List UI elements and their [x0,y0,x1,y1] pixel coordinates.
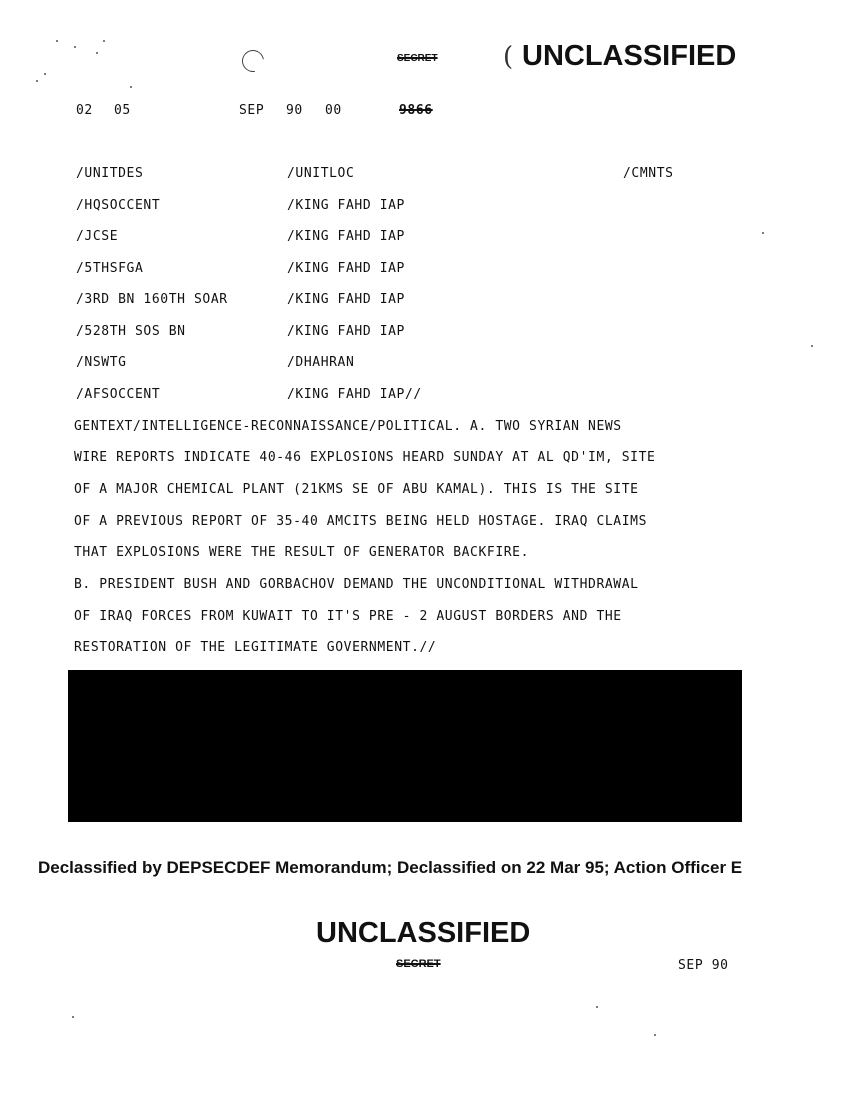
scan-speck [130,86,132,88]
circle-mark-icon [238,46,269,77]
scan-speck [36,80,38,82]
scan-speck [56,40,58,42]
table-row-unit: /528TH SOS BN [76,324,186,339]
header-unitloc: /UNITLOC [287,166,355,181]
body-line: WIRE REPORTS INDICATE 40-46 EXPLOSIONS HEARD SUNDAY AT AL QD'IM, SITE [74,450,656,465]
scan-speck [654,1034,656,1036]
dtg-zero: 00 [325,103,342,118]
scan-speck [96,52,98,54]
scan-speck [596,1006,598,1008]
header-paren-mark: ( [503,42,514,72]
table-row-unit: /5THSFGA [76,261,144,276]
table-row-unit: /JCSE [76,229,119,244]
declassification-note: Declassified by DEPSECDEF Memorandum; Declassified on 22 Mar 95; Action Officer E [38,858,743,877]
scan-speck [811,345,813,347]
body-line: THAT EXPLOSIONS WERE THE RESULT OF GENERATOR BACKFIRE. [74,545,530,560]
scan-speck [74,46,76,48]
dtg-hour: 05 [114,103,131,118]
body-line: GENTEXT/INTELLIGENCE-RECONNAISSANCE/POLITICAL. A. TWO SYRIAN NEWS [74,419,622,434]
scan-speck [762,232,764,234]
table-row-location: /KING FAHD IAP [287,324,405,339]
table-row-location: /KING FAHD IAP [287,261,405,276]
dtg-year: 90 [286,103,303,118]
footer-date: SEP 90 [678,958,729,973]
table-row-unit: /HQSOCCENT [76,198,161,213]
header-cmnts: /CMNTS [623,166,674,181]
dtg-number: 9866 [399,103,433,118]
table-row-location: /KING FAHD IAP [287,229,405,244]
dtg-day: 02 [76,103,93,118]
footer-secret-marking: SECRET [396,958,441,970]
body-line: OF IRAQ FORCES FROM KUWAIT TO IT'S PRE - 2 AUGUST BORDERS AND THE [74,609,622,624]
header-unitdes: /UNITDES [76,166,144,181]
table-row-location: /KING FAHD IAP [287,198,405,213]
redaction-block [68,670,742,822]
scan-speck [103,40,105,42]
dtg-month: SEP [239,103,265,118]
header-classification: UNCLASSIFIED [522,40,737,72]
body-line: B. PRESIDENT BUSH AND GORBACHOV DEMAND THE UNCONDITIONAL WITHDRAWAL [74,577,639,592]
scan-speck [44,73,46,75]
table-row-location: /DHAHRAN [287,355,355,370]
body-line: RESTORATION OF THE LEGITIMATE GOVERNMENT.// [74,640,437,655]
table-row-location: /KING FAHD IAP [287,292,405,307]
table-row-unit: /AFSOCCENT [76,387,161,402]
body-line: OF A MAJOR CHEMICAL PLANT (21KMS SE OF ABU KAMAL). THIS IS THE SITE [74,482,639,497]
table-row-unit: /3RD BN 160TH SOAR [76,292,228,307]
body-line: OF A PREVIOUS REPORT OF 35-40 AMCITS BEING HELD HOSTAGE. IRAQ CLAIMS [74,514,648,529]
scan-speck [72,1016,74,1018]
header-secret-marking: SECRET [397,53,438,64]
table-row-location: /KING FAHD IAP// [287,387,422,402]
table-row-unit: /NSWTG [76,355,127,370]
footer-classification: UNCLASSIFIED [316,917,531,949]
